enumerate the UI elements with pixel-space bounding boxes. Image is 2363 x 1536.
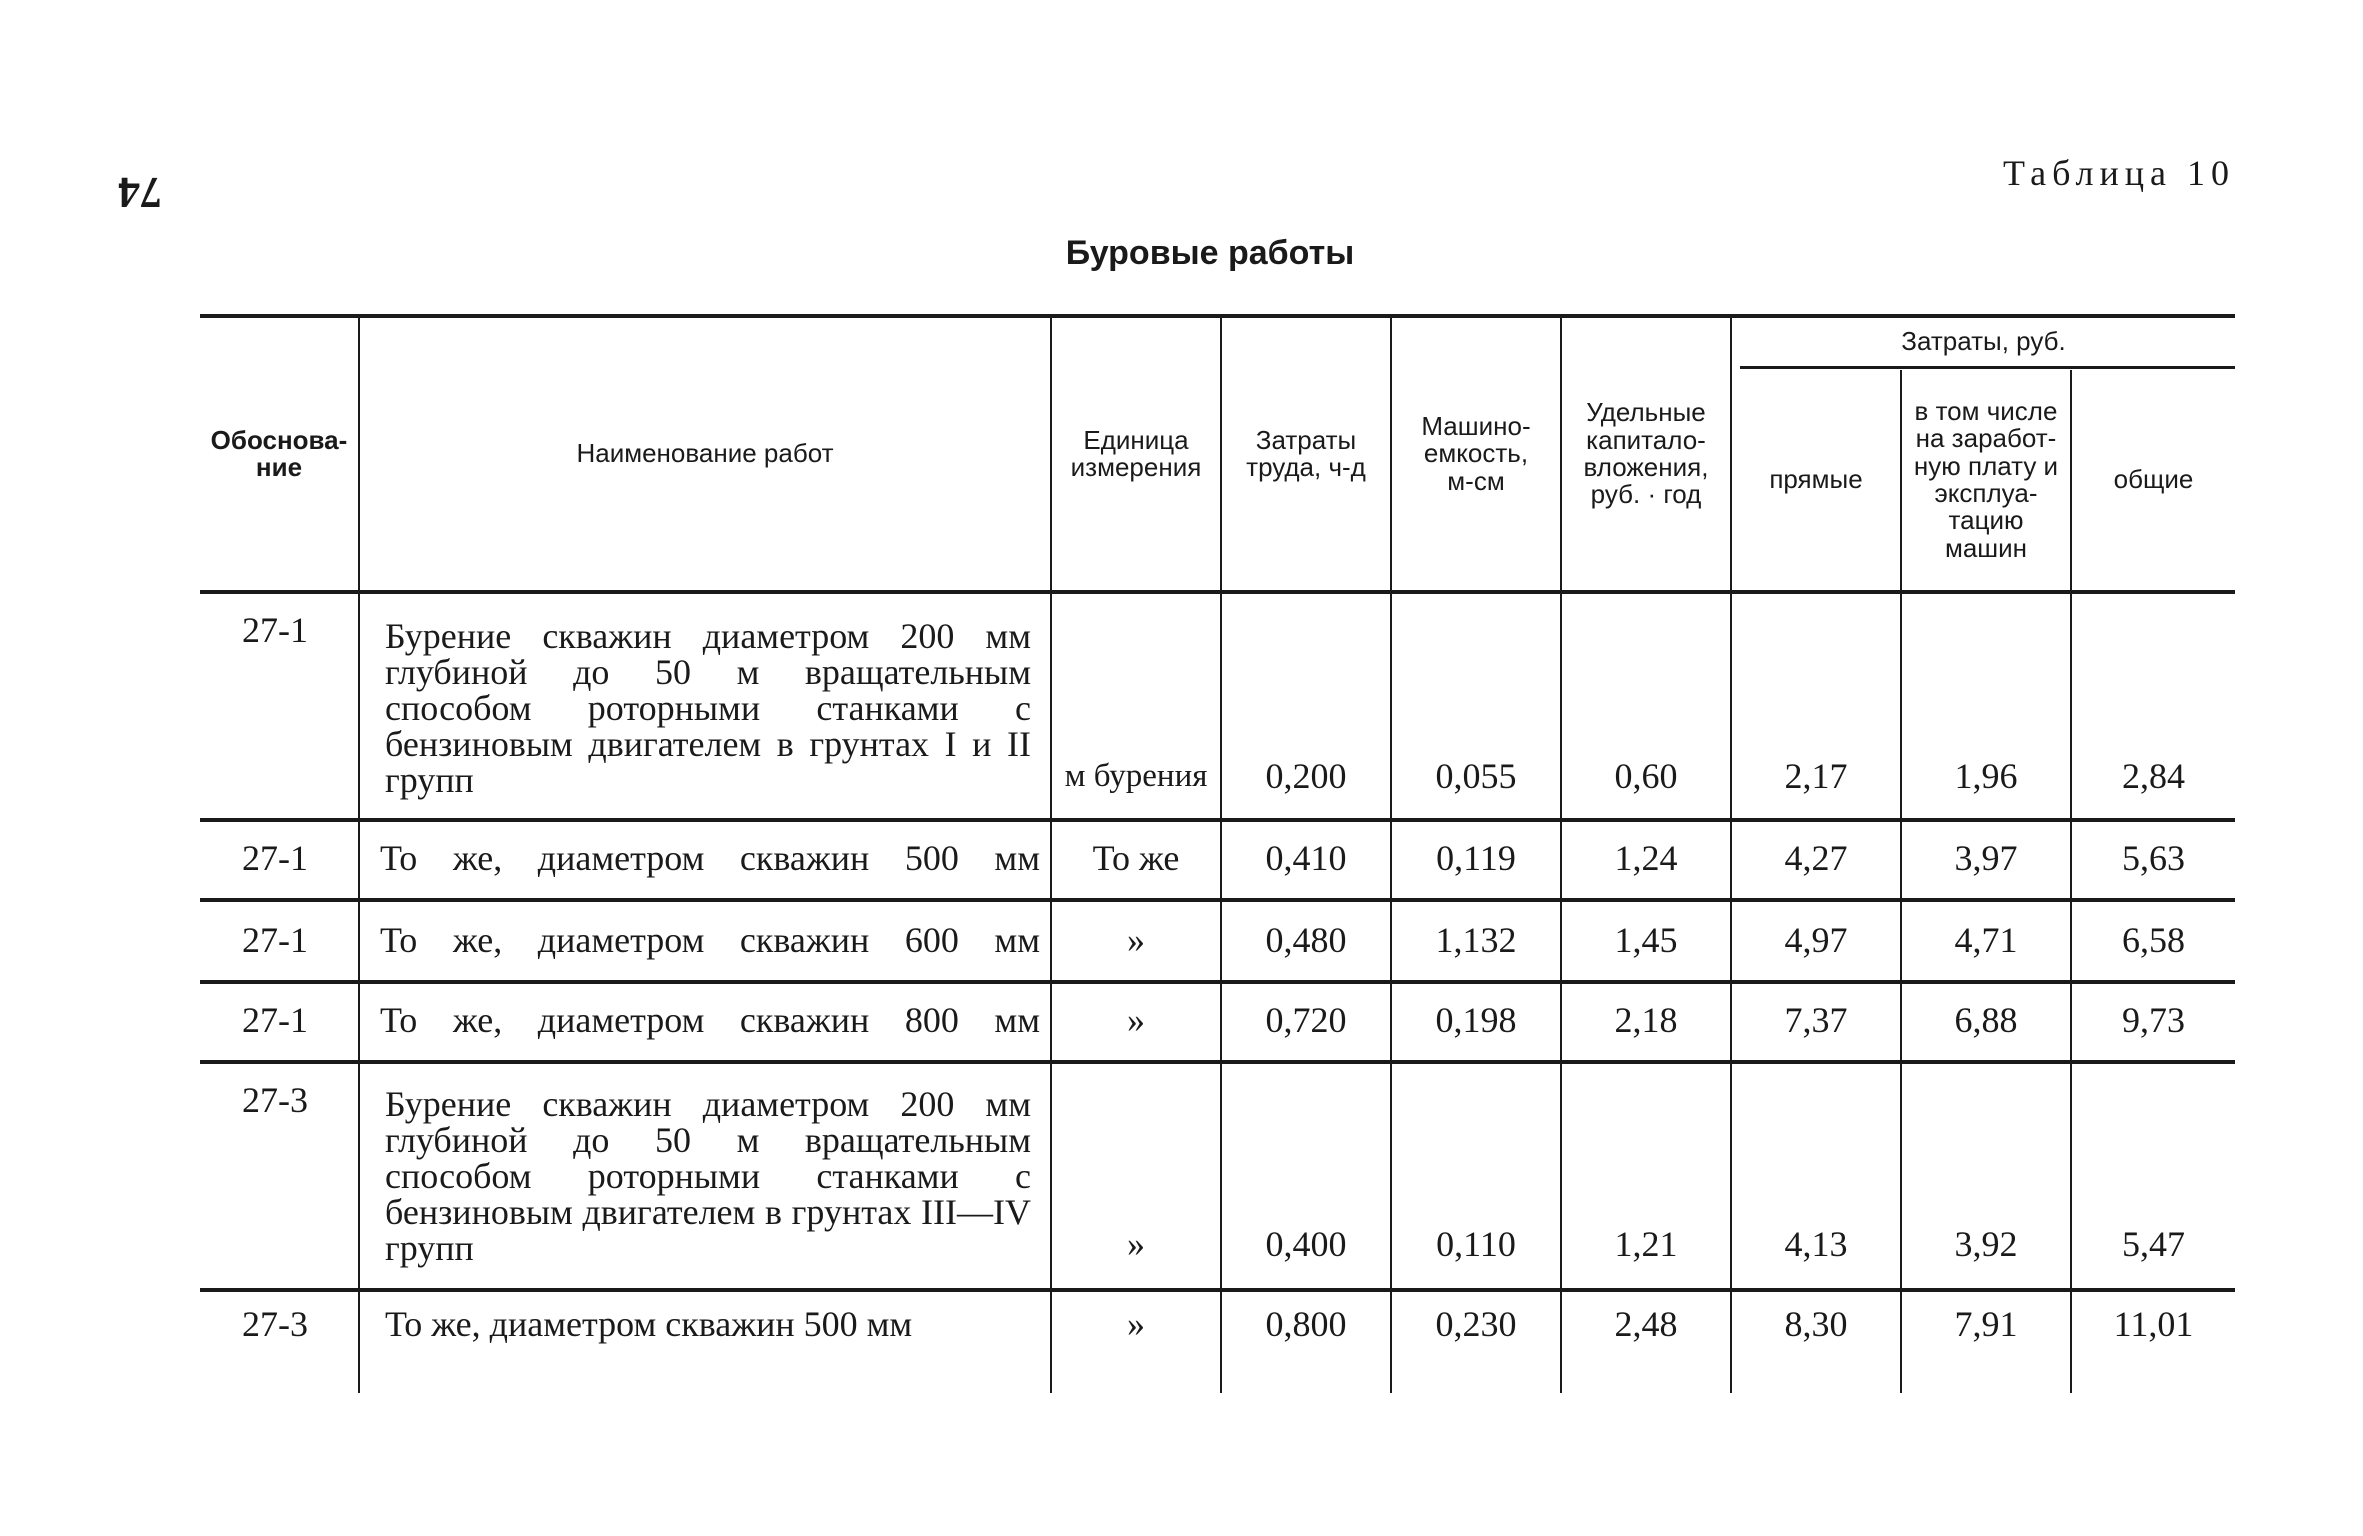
header-basis: Обоснова-ние	[210, 424, 348, 482]
row-labor: 0,400	[1265, 1224, 1347, 1264]
row-code: 27-3	[242, 1080, 308, 1120]
row-unit: »	[1127, 920, 1145, 960]
row-machine: 0,110	[1436, 1224, 1516, 1264]
header-unit: Единица измерения	[1070, 424, 1202, 482]
table-title: Буровые работы	[1065, 234, 1355, 272]
row-incl: 1,96	[1954, 756, 2018, 796]
row-name: То же, диаметром скважин 800 мм	[380, 1000, 1040, 1040]
row-unit: »	[1127, 1224, 1145, 1264]
row-rule	[200, 818, 2235, 822]
row-machine: 1,132	[1435, 920, 1517, 960]
row-code: 27-1	[242, 920, 308, 960]
row-machine: 0,055	[1435, 756, 1517, 796]
row-total: 6,58	[2122, 920, 2185, 960]
row-code: 27-1	[242, 838, 308, 878]
row-capital: 2,18	[1614, 1000, 1678, 1040]
header-capital: Удельные капитало-вложения, руб. · год	[1583, 397, 1709, 510]
row-direct: 4,27	[1784, 838, 1848, 878]
row-name: То же, диаметром скважин 600 мм	[380, 920, 1040, 960]
row-direct: 4,97	[1784, 920, 1848, 960]
header-total: общие	[2113, 464, 2194, 495]
page-number: 74	[118, 168, 162, 217]
row-machine: 0,230	[1435, 1304, 1517, 1344]
row-unit: м бурения	[1064, 758, 1208, 794]
row-direct: 2,17	[1784, 756, 1848, 796]
row-unit: »	[1127, 1000, 1145, 1040]
row-incl: 6,88	[1954, 1000, 2018, 1040]
header-direct: прямые	[1769, 464, 1863, 495]
header-work-name: Наименование работ	[576, 438, 834, 469]
row-machine: 0,119	[1436, 838, 1516, 878]
row-capital: 1,45	[1614, 920, 1678, 960]
row-labor: 0,480	[1265, 920, 1347, 960]
row-capital: 2,48	[1614, 1304, 1678, 1344]
header-costs-group: Затраты, руб.	[1901, 326, 2066, 357]
row-unit: »	[1127, 1304, 1145, 1344]
header-labor: Затраты труда, ч-д	[1246, 424, 1366, 482]
header-incl: в том числе на заработ-ную плату и эксплуа-тацию машин	[1913, 396, 2059, 563]
row-code: 27-1	[242, 610, 308, 650]
row-direct: 4,13	[1784, 1224, 1848, 1264]
row-labor: 0,720	[1265, 1000, 1347, 1040]
row-rule	[200, 1060, 2235, 1064]
row-total: 5,63	[2122, 838, 2185, 878]
row-rule	[200, 1288, 2235, 1292]
row-incl: 4,71	[1954, 920, 2018, 960]
row-machine: 0,198	[1435, 1000, 1517, 1040]
row-total: 2,84	[2122, 756, 2185, 796]
row-capital: 1,24	[1614, 838, 1678, 878]
row-labor: 0,800	[1265, 1304, 1347, 1344]
row-capital: 0,60	[1614, 756, 1678, 796]
row-total: 11,01	[2113, 1304, 2194, 1344]
row-direct: 8,30	[1784, 1304, 1848, 1344]
row-labor: 0,410	[1265, 838, 1347, 878]
row-name: Бурение скважин диаметром 200 мм глубиной до 50 м вращательным способом роторными станками с бензиновым двигателем в грунтах III—IV групп	[385, 1084, 1031, 1268]
header-machine: Машино-емкость, м-см	[1421, 411, 1531, 496]
header-bottom-rule	[200, 590, 2235, 594]
row-incl: 3,97	[1954, 838, 2018, 878]
row-labor: 0,200	[1265, 756, 1347, 796]
row-rule	[200, 980, 2235, 984]
row-capital: 1,21	[1614, 1224, 1678, 1264]
table-label: Таблица 10	[2003, 153, 2235, 193]
row-code: 27-1	[242, 1000, 308, 1040]
row-rule	[200, 898, 2235, 902]
row-name: То же, диаметром скважин 500 мм	[380, 838, 1040, 878]
costs-group-rule	[1740, 366, 2235, 369]
row-unit: То же	[1092, 838, 1180, 878]
row-direct: 7,37	[1784, 1000, 1848, 1040]
row-incl: 3,92	[1954, 1224, 2018, 1264]
row-name: То же, диаметром скважин 500 мм	[385, 1304, 913, 1344]
row-total: 5,47	[2122, 1224, 2185, 1264]
row-total: 9,73	[2122, 1000, 2185, 1040]
row-name: Бурение скважин диаметром 200 мм глубиной до 50 м вращательным способом роторными станками с бензиновым двигателем в грунтах I и II групп	[385, 616, 1031, 800]
row-incl: 7,91	[1954, 1304, 2018, 1344]
row-code: 27-3	[242, 1304, 308, 1344]
